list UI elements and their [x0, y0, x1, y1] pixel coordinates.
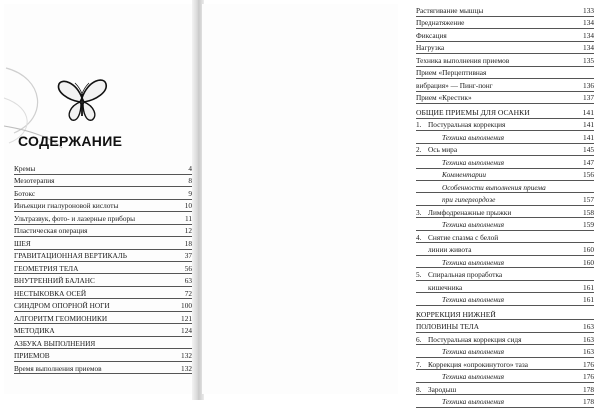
toc-entry-text: Техника выполнения: [442, 397, 505, 407]
toc-entry-text: Растягивание мышцы: [416, 6, 484, 15]
toc-entry-page: 141: [583, 132, 594, 142]
toc-entry-page: 133: [583, 6, 594, 15]
toc-entry-page: 134: [583, 43, 594, 53]
toc-entry-page: 161: [583, 282, 594, 292]
toc-entry: [416, 43, 594, 54]
toc-entry-text: СИНДРОМ ОПОРНОЙ НОГИ: [14, 301, 110, 311]
toc-entry-page: 56: [184, 263, 192, 273]
toc-entry: [416, 360, 594, 371]
toc-entry-page: 136: [583, 80, 594, 90]
toc-entry-page: 163: [583, 334, 594, 344]
toc-entry-text: ПРИЕМОВ: [14, 351, 50, 361]
toc-entry: [416, 170, 594, 181]
toc-entry-page: 18: [184, 238, 192, 248]
toc-entry: [14, 289, 192, 300]
toc-entry-text: ВНУТРЕННИЙ БАЛАНС: [14, 276, 95, 286]
toc-entry-label: [416, 81, 578, 91]
toc-entry-page: 159: [583, 220, 594, 230]
toc-entry-text: ГЕОМЕТРИЯ ТЕЛА: [14, 263, 79, 273]
toc-entry: [416, 120, 594, 131]
toc-entry-page: 134: [583, 18, 594, 28]
toc-entry: [14, 351, 192, 362]
toc-entry-text: НЕСТЫКОВКА ОСЕЙ: [14, 288, 87, 298]
toc-entry-label: [416, 335, 578, 345]
toc-entry: [416, 81, 594, 92]
toc-entry-page: 134: [583, 30, 594, 40]
toc-entry-text: Время выполнения приемов: [14, 363, 102, 373]
toc-entry-text: Ботокс: [14, 188, 36, 198]
toc-entry-label: [416, 158, 578, 168]
toc-entry-page: 4: [188, 164, 192, 173]
toc-entry-page: 176: [583, 359, 594, 369]
toc-entry-text: кишечника: [428, 282, 463, 292]
toc-entry-text: Техника выполнения: [442, 372, 505, 382]
toc-entry-text: Инъекции гиалуроновой кислоты: [14, 201, 119, 211]
toc-entry-number: 8.: [416, 384, 422, 394]
toc-entry-label: [416, 372, 578, 382]
toc-entry-page: 132: [181, 351, 192, 361]
toc-entry-page: 141: [583, 120, 594, 130]
toc-entry-text: Коррекция «опрокинутого» таза: [428, 359, 529, 369]
toc-entry-text: Снятие спазма с белой: [428, 232, 499, 242]
toc-entry-label: [416, 18, 578, 28]
toc-entry-text: линии живота: [428, 245, 472, 255]
toc-right-list: [416, 6, 594, 410]
toc-entry-label: [416, 258, 578, 268]
toc-entry-label: [14, 214, 176, 224]
toc-entry-page: 141: [582, 107, 594, 117]
toc-entry-label: [14, 339, 176, 349]
toc-entry-text: Постуральная коррекция: [428, 120, 506, 130]
toc-entry-label: [416, 6, 578, 16]
toc-entry-number: 1.: [416, 120, 422, 130]
toc-entry-page: 124: [181, 326, 192, 336]
toc-entry-label: [416, 270, 578, 280]
toc-entry-page: 137: [583, 93, 594, 103]
toc-entry: [14, 339, 192, 350]
toc-entry-text: Техника выполнения: [442, 257, 505, 267]
toc-entry-page: 100: [181, 301, 192, 311]
toc-entry-page: 37: [184, 251, 192, 261]
toc-entry: [416, 145, 594, 156]
toc-entry: [416, 310, 594, 321]
toc-entry-text: Прием «Крестик»: [416, 93, 472, 103]
toc-entry-page: 8: [188, 176, 192, 186]
toc-entry-page: 9: [188, 188, 192, 198]
toc-entry-text: Зародыш: [428, 384, 457, 394]
toc-entry-page: 135: [583, 55, 594, 65]
toc-entry-label: [416, 245, 578, 255]
toc-entry-page: 163: [583, 347, 594, 357]
toc-entry-text: Спиральная проработка: [428, 270, 503, 280]
toc-entry-text: Ось мира: [428, 145, 458, 155]
toc-entry-page: 157: [583, 195, 594, 205]
toc-entry-text: Комментарии: [442, 170, 487, 180]
toc-entry-text: вибрация» — Пинг-понг: [416, 80, 493, 90]
toc-entry-label: [14, 176, 176, 186]
toc-entry-text: КОРРЕКЦИЯ НИЖНЕЙ: [416, 309, 496, 319]
toc-entry-label: [416, 295, 578, 305]
toc-entry-label: [416, 283, 578, 293]
toc-entry: [14, 251, 192, 262]
toc-entry: [416, 133, 594, 144]
toc-entry-text: АЛГОРИТМ ГЕОМИОНИКИ: [14, 313, 108, 323]
toc-entry: [416, 245, 594, 256]
toc-entry-number: 6.: [416, 334, 422, 344]
toc-entry: [416, 195, 594, 206]
toc-entry: [416, 372, 594, 383]
right-page: [202, 4, 594, 407]
decorative-swirl-icon: [4, 38, 64, 148]
toc-entry-text: Техника выполнения: [442, 220, 505, 230]
toc-entry: [416, 68, 594, 79]
toc-entry-text: Техника выполнения: [442, 347, 505, 357]
toc-entry: [416, 108, 594, 119]
toc-entry-page: 12: [184, 226, 192, 236]
toc-entry: [416, 220, 594, 231]
toc-entry-label: [14, 276, 176, 286]
toc-entry: [416, 31, 594, 42]
toc-entry-label: [416, 170, 578, 180]
toc-entry-text: ПОЛОВИНЫ ТЕЛА: [416, 322, 480, 332]
toc-entry-number: 4.: [416, 232, 422, 242]
toc-entry-number: 3.: [416, 207, 422, 217]
toc-entry: [14, 214, 192, 225]
toc-entry: [14, 326, 192, 337]
toc-entry-text: Ультразвук, фото- и лазерные приборы: [14, 213, 136, 223]
toc-entry-label: [416, 43, 578, 53]
toc-entry: [14, 301, 192, 312]
toc-entry-text: Пластическая операция: [14, 226, 88, 236]
toc-entry: [416, 93, 594, 104]
toc-entry-page: 158: [583, 207, 594, 217]
toc-entry-page: 145: [583, 145, 594, 155]
toc-entry-page: 156: [583, 170, 594, 180]
toc-entry: [416, 233, 594, 244]
toc-entry-page: 147: [583, 157, 594, 167]
toc-entry-number: 2.: [416, 145, 422, 155]
toc-entry: [416, 6, 594, 17]
toc-entry-label: [14, 239, 176, 249]
toc-entry-page: 10: [184, 201, 192, 211]
toc-entry: [416, 322, 594, 333]
toc-entry-text: Техника выполнения: [442, 157, 505, 167]
toc-entry: [416, 295, 594, 306]
toc-entry-page: 178: [583, 384, 594, 394]
toc-entry-label: [416, 397, 578, 407]
toc-entry: [416, 208, 594, 219]
toc-entry-label: [416, 31, 578, 41]
toc-left-list: [14, 164, 192, 376]
toc-entry-label: [416, 385, 578, 395]
toc-entry: [416, 397, 594, 408]
toc-entry-label: [14, 189, 176, 199]
toc-entry-page: 160: [583, 257, 594, 267]
toc-entry: [416, 258, 594, 269]
toc-entry-page: 161: [583, 295, 594, 305]
toc-entry: [416, 183, 594, 194]
toc-entry-label: [416, 183, 578, 193]
toc-entry-text: Особенности выполнения приема: [442, 182, 546, 192]
toc-entry-label: [416, 322, 578, 332]
toc-entry-label: [416, 220, 578, 230]
toc-entry-text: Лимфодренажные прыжки: [428, 207, 512, 217]
toc-entry: [14, 176, 192, 187]
toc-entry-text: МЕТОДИКА: [14, 326, 55, 336]
toc-entry: [14, 201, 192, 212]
toc-entry: [416, 56, 594, 67]
toc-entry-page: 163: [583, 322, 594, 332]
toc-entry: [416, 283, 594, 294]
toc-entry-label: [416, 347, 578, 357]
butterfly-icon: [56, 76, 108, 124]
toc-entry-text: Преднатяжение: [416, 18, 465, 28]
toc-entry-label: [14, 251, 176, 261]
toc-entry-text: ШЕЯ: [14, 238, 31, 248]
toc-entry: [14, 226, 192, 237]
toc-entry-text: Кремы: [14, 164, 36, 173]
toc-entry-page: 72: [184, 288, 192, 298]
toc-entry-text: ГРАВИТАЦИОННАЯ ВЕРТИКАЛЬ: [14, 251, 127, 261]
toc-entry: [416, 335, 594, 346]
toc-entry: [416, 347, 594, 358]
toc-entry-page: 121: [181, 313, 192, 323]
toc-entry-label: [416, 195, 578, 205]
toc-entry-label: [14, 201, 176, 211]
toc-entry-text: Постуральная коррекция сидя: [428, 334, 522, 344]
toc-entry-text: Мезотерапия: [14, 176, 55, 186]
toc-entry: [416, 270, 594, 281]
toc-entry-page: 63: [184, 276, 192, 286]
toc-entry-text: Техника выполнения: [442, 132, 505, 142]
toc-entry-text: Нагрузка: [416, 43, 445, 53]
toc-entry-page: 160: [583, 245, 594, 255]
toc-entry-page: 178: [583, 397, 594, 407]
toc-entry: [416, 158, 594, 169]
toc-entry-number: 7.: [416, 359, 422, 369]
toc-entry-label: [416, 133, 578, 143]
toc-entry-label: [416, 208, 578, 218]
toc-entry-text: Прием «Перцептивная: [416, 68, 487, 78]
toc-entry: [14, 364, 192, 375]
toc-entry-label: [416, 120, 578, 130]
toc-entry-page: 176: [583, 372, 594, 382]
toc-entry-page: 132: [181, 363, 192, 373]
toc-entry-text: АЗБУКА ВЫПОЛНЕНИЯ: [14, 338, 96, 348]
toc-entry-label: [14, 351, 176, 361]
toc-entry-label: [416, 145, 578, 155]
toc-entry: [14, 276, 192, 287]
toc-entry: [416, 18, 594, 29]
toc-entry-label: [14, 326, 176, 336]
toc-entry-label: [416, 68, 578, 78]
toc-entry-label: [416, 310, 578, 320]
toc-entry-text: Фиксация: [416, 30, 447, 40]
left-page: [4, 4, 194, 394]
toc-entry-label: [416, 233, 578, 243]
toc-entry-label: [416, 93, 578, 103]
toc-entry-text: при гиперлордозе: [442, 195, 496, 205]
page-title: СОДЕРЖАНИЕ: [18, 133, 123, 149]
toc-entry-text: ОБЩИЕ ПРИЕМЫ ДЛЯ ОСАНКИ: [416, 107, 530, 117]
toc-entry-text: Техника выполнения: [442, 295, 505, 305]
toc-entry-label: [14, 264, 176, 274]
toc-entry: [14, 264, 192, 275]
toc-entry-label: [416, 56, 578, 66]
toc-entry-label: [14, 164, 176, 174]
toc-entry: [14, 189, 192, 200]
toc-entry-text: Техника выполнения приемов: [416, 55, 510, 65]
toc-entry-label: [416, 360, 578, 370]
toc-entry-label: [14, 226, 176, 236]
toc-entry-label: [416, 108, 578, 118]
toc-entry: [14, 164, 192, 175]
toc-entry: [14, 239, 192, 250]
toc-entry-label: [14, 314, 176, 324]
toc-entry-number: 5.: [416, 270, 422, 280]
toc-entry-label: [14, 364, 176, 374]
toc-entry: [14, 314, 192, 325]
toc-entry-label: [14, 301, 176, 311]
toc-entry-label: [14, 289, 176, 299]
toc-entry-page: 11: [184, 213, 192, 223]
toc-entry: [416, 385, 594, 396]
